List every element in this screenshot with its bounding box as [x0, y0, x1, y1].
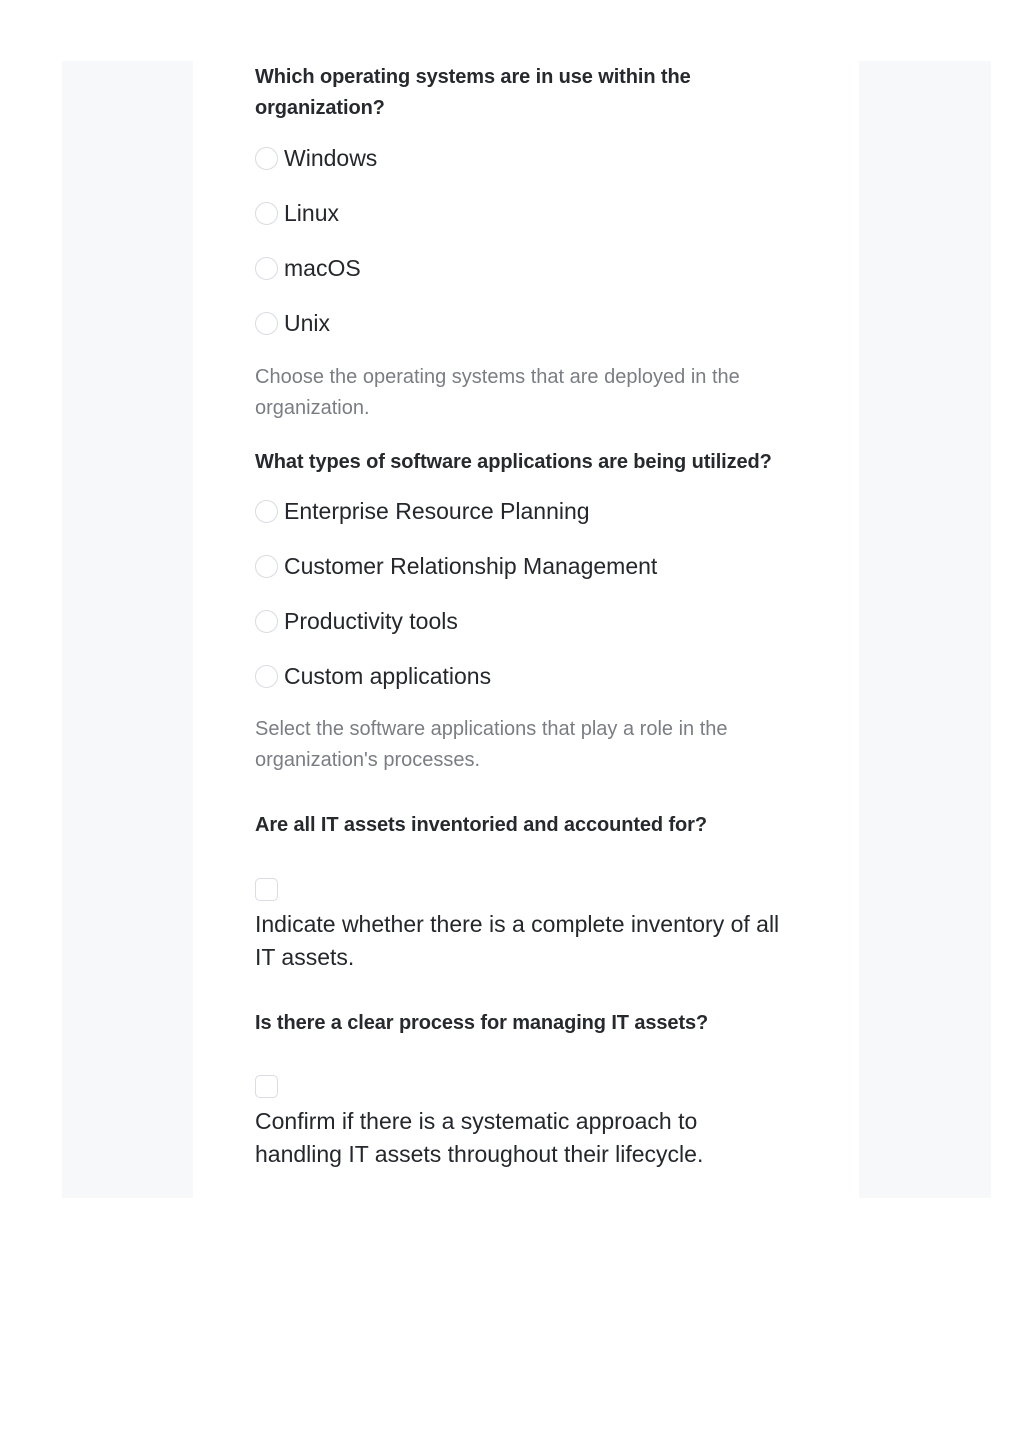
question-label: Are all IT assets inventoried and accounted for? — [255, 814, 707, 836]
option-productivity-tools[interactable] — [255, 594, 800, 649]
radio-button[interactable] — [255, 665, 278, 688]
checkbox-assets-inventoried[interactable] — [255, 878, 278, 901]
option-label: Custom applications — [284, 663, 492, 689]
radio-button[interactable] — [255, 500, 278, 523]
radio-button[interactable] — [255, 312, 278, 335]
radio-button[interactable] — [255, 147, 278, 170]
left-gutter — [62, 61, 193, 1198]
radio-button[interactable] — [255, 555, 278, 578]
question-software-applications — [255, 447, 800, 776]
question-label: Is there a clear process for managing IT assets? — [255, 1012, 709, 1034]
question-label: What types of software applications are being utilized? — [255, 451, 772, 473]
radio-button[interactable] — [255, 610, 278, 633]
radio-button[interactable] — [255, 202, 278, 225]
checkbox-asset-management-process[interactable] — [255, 1075, 278, 1098]
option-label: Productivity tools — [284, 608, 458, 634]
question-label: Which operating systems are in use within the organization? — [255, 66, 691, 119]
option-custom-applications[interactable] — [255, 649, 800, 704]
questionnaire-form — [255, 61, 800, 1171]
option-label: Enterprise Resource Planning — [284, 498, 590, 524]
question-hint: Choose the operating systems that are deployed in the organization. — [255, 366, 740, 419]
question-description: Indicate whether there is a complete inventory of all IT assets. — [255, 911, 780, 970]
option-unix[interactable] — [255, 296, 800, 351]
question-assets-inventoried — [255, 810, 800, 974]
question-operating-systems — [255, 62, 800, 424]
form-panel — [193, 61, 859, 1198]
question-asset-management-process — [255, 1008, 800, 1171]
radio-group-operating-systems — [255, 131, 800, 351]
question-description: Confirm if there is a systematic approach to handling IT assets throughout their lifecycle. — [255, 1108, 704, 1167]
right-gutter — [859, 61, 991, 1198]
option-windows[interactable] — [255, 131, 800, 186]
option-macos[interactable] — [255, 241, 800, 296]
radio-button[interactable] — [255, 257, 278, 280]
option-crm[interactable] — [255, 539, 800, 594]
radio-group-software-applications — [255, 484, 800, 704]
question-hint: Select the software applications that play a role in the organization's processes. — [255, 718, 728, 771]
option-label: Customer Relationship Management — [284, 553, 658, 579]
option-label: macOS — [284, 255, 361, 281]
option-linux[interactable] — [255, 186, 800, 241]
option-label: Unix — [284, 310, 331, 336]
option-label: Windows — [284, 145, 378, 171]
option-label: Linux — [284, 200, 339, 226]
option-erp[interactable] — [255, 484, 800, 539]
